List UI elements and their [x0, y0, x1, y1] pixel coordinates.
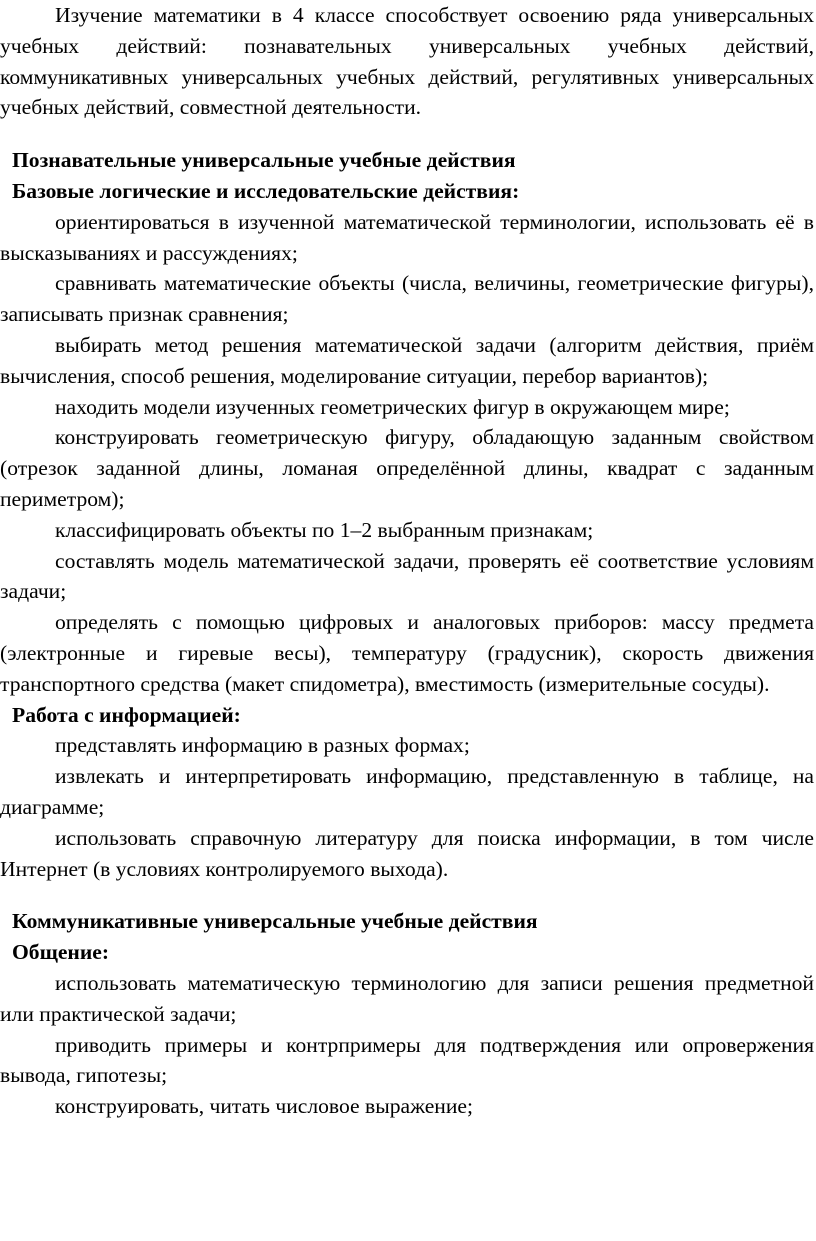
list-item: конструировать геометрическую фигуру, обладающую заданным свойством (отрезок заданной длины, ломаная определённой длины, квадрат с заданным периметром); — [0, 425, 814, 511]
list-item: приводить примеры и контрпримеры для подтверждения или опровержения вывода, гипотезы; — [0, 1032, 814, 1088]
intro-paragraph: Изучение математики в 4 классе способствует освоению ряда универсальных учебных действий: познавательных универсальных учебных действий, коммуникативных универсальных учебных действий, регулятивных универсальных учебных действий, совместной деятельности. — [0, 3, 814, 120]
list-item: использовать математическую терминологию для записи решения предметной или практической задачи; — [0, 970, 814, 1026]
communication-subheading: Общение: — [12, 940, 110, 965]
list-item: извлекать и интерпретировать информацию, представленную в таблице, на диаграмме; — [0, 764, 814, 819]
list-item: находить модели изученных геометрических фигур в окружающем мире; — [55, 394, 730, 419]
info-subheading: Работа с информацией: — [12, 702, 241, 727]
logic-subheading: Базовые логические и исследовательские действия: — [12, 178, 520, 203]
section-spacer — [0, 123, 814, 145]
list-item: определять с помощью цифровых и аналоговых приборов: массу предмета (электронные и гиревые весы), температуру (градусник), скорость движения транспортного средства (макет спидометра), вместимость (измерительные сосуды). — [0, 610, 814, 696]
list-item: конструировать, читать числовое выражение; — [55, 1094, 473, 1119]
list-item: классифицировать объекты по 1–2 выбранным признакам; — [55, 517, 594, 542]
list-item: представлять информацию в разных формах; — [55, 733, 470, 758]
list-item: сравнивать математические объекты (числа, величины, геометрические фигуры), записывать признак сравнения; — [0, 271, 814, 327]
list-item: выбирать метод решения математической задачи (алгоритм действия, приём вычисления, способ решения, моделирование ситуации, перебор вариантов); — [0, 332, 814, 388]
list-item: ориентироваться в изученной математической терминологии, использовать её в высказываниях и рассуждениях; — [0, 209, 814, 265]
list-item: составлять модель математической задачи, проверять её соответствие условиям задачи; — [0, 548, 814, 604]
cognitive-section-title: Познавательные универсальные учебные действия — [12, 148, 516, 173]
section-spacer — [0, 884, 814, 906]
communicative-section-title: Коммуникативные универсальные учебные действия — [12, 909, 538, 934]
list-item: использовать справочную литературу для поиска информации, в том числе Интернет (в условиях контролируемого выхода). — [0, 825, 814, 881]
